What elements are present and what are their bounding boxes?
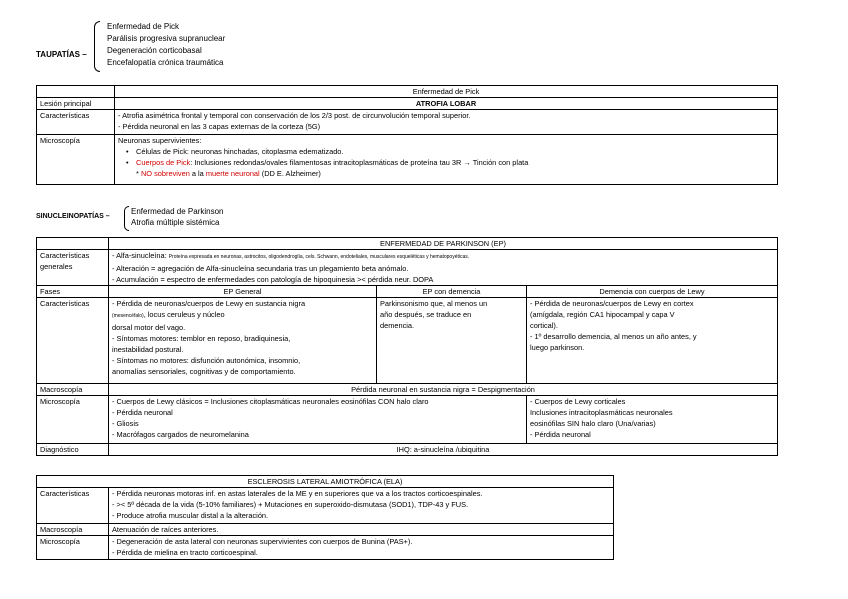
pick-caract-cell	[115, 110, 778, 135]
parkinson-car-lewy: - Pérdida de neuronas/cuerpos de Lewy en cortex (amígdala, región CA1 hipocampal y capa V cortical). - 1º desarrollo demencia, al menos un año antes, y luego parkinson.	[527, 298, 778, 384]
ela-table	[36, 475, 614, 560]
pick-caract-label: Características	[37, 110, 115, 135]
sinucleinopatias-brace	[124, 206, 129, 231]
taupatias-list	[107, 21, 225, 69]
parkinson-fases-label: Fases	[37, 286, 109, 298]
ela-macro-label: Macroscopía	[37, 524, 109, 536]
pick-table	[36, 85, 778, 185]
ela-macro-value: Atenuación de raíces anteriores.	[109, 524, 614, 536]
ela-car-cell: - Pérdida neuronas motoras inf. en astas laterales de la ME y en superiores que va a los tractos corticoespinales. - >< 5ª década de la vida (5-10% familiares) + Mutaciones en superoxido-dismutasa (SOD1), TDP-43 y FUS. - Produce atrofia muscular distal a la alteración.	[109, 488, 614, 524]
pick-micro-label: Microscopía	[37, 135, 115, 185]
pick-lesion-label: Lesión principal	[37, 98, 115, 110]
gen-line: - Alfa-sinucleína: Proteína expresada en neuronas, astrocitos, oligodendroglía, cels. Schwann, endoteliales, musculares esqueléticas y hematopoyéticas.	[112, 251, 470, 260]
parkinson-macro-value: Pérdida neuronal en sustancia nigra = Despigmentación	[109, 384, 778, 396]
pick-caract-line: - Atrofia asimétrica frontal y temporal con conservación de los 2/3 post. de circunvolución temporal superior.	[118, 111, 471, 120]
parkinson-car-general: - Pérdida de neuronas/cuerpos de Lewy en sustancia nigra (mesencéfalo), locus ceruleus y núcleo dorsal motor del vago. - Síntomas motores: temblor en reposo, bradiquinesia, inestabilidad postural. - Síntomas no motores: disfunción autonómica, insomnio, anomalías sensoriales, cognitivas y de comportamiento.	[109, 298, 377, 384]
parkinson-macro-label: Macroscopía	[37, 384, 109, 396]
fase-ep-general: EP General	[109, 286, 377, 298]
sinucleinopatias-label: SINUCLEINOPATÍAS –	[36, 213, 110, 220]
parkinson-micro-general: - Cuerpos de Lewy clásicos = Inclusiones citoplasmáticas neuronales eosinófilas CON halo claro - Pérdida neuronal - Gliosis - Macrófagos cargados de neuromelanina	[109, 396, 527, 444]
pick-caract-line: - Pérdida neuronal en las 3 capas externas de la corteza (5G)	[118, 122, 321, 131]
sinucleinopatia-item: Enfermedad de Parkinson	[131, 207, 224, 216]
taupatia-item: Encefalopatía crónica traumática	[107, 58, 224, 67]
sinucleinopatia-item: Atrofia múltiple sistémica	[131, 218, 220, 227]
parkinson-car-demencia: Parkinsonismo que, al menos un año después, se traduce en demencia.	[377, 298, 527, 384]
sinucleinopatias-list	[131, 206, 224, 228]
taupatia-item: Parálisis progresiva supranuclear	[107, 34, 226, 43]
parkinson-table	[36, 237, 778, 456]
taupatia-item: Enfermedad de Pick	[107, 22, 180, 31]
parkinson-gen-cell	[109, 250, 778, 286]
ela-car-label: Características	[37, 488, 109, 524]
pick-micro-bullet: • Células de Pick: neuronas hinchadas, citoplasma edematizado.	[126, 146, 774, 157]
ela-micro-cell: - Degeneración de asta lateral con neuronas supervivientes con cuerpos de Bunina (PAS+). - Pérdida de mielina en tracto corticoespinal.	[109, 536, 614, 560]
taupatia-item: Degeneración corticobasal	[107, 46, 202, 55]
parkinson-diag-value: IHQ: a-sinucleína /ubiquitina	[109, 444, 778, 456]
ela-micro-label: Microscopía	[37, 536, 109, 560]
pick-micro-note: * NO sobreviven a la muerte neuronal (DD E. Alzheimer)	[136, 169, 321, 178]
pick-micro-bullet: • Cuerpos de Pick: Inclusiones redondas/ovales filamentosas intracitoplasmáticas de proteína tau 3R → Tinción con plata	[126, 157, 774, 168]
pick-lesion-value: ATROFIA LOBAR	[115, 98, 778, 110]
taupatias-label: TAUPATÍAS –	[36, 50, 87, 59]
pick-micro-cell	[115, 135, 778, 185]
parkinson-gen-label: Características generales	[37, 250, 109, 286]
parkinson-title: ENFERMEDAD DE PARKINSON (EP)	[109, 238, 778, 250]
gen-line: - Alteración = agregación de Alfa-sinucleína secundaria tras un plegamiento beta anómalo.	[112, 264, 409, 273]
cuerpos-de-pick-term: Cuerpos de Pick	[136, 158, 191, 167]
parkinson-car-label: Características	[37, 298, 109, 384]
pick-title: Enfermedad de Pick	[115, 86, 778, 98]
parkinson-diag-label: Diagnóstico	[37, 444, 109, 456]
pick-micro-intro: Neuronas supervivientes:	[118, 136, 202, 145]
parkinson-micro-lewy: - Cuerpos de Lewy corticales Inclusiones intracitoplasmáticas neuronales eosinófilas SIN halo claro (Una/varias) - Pérdida neuronal	[527, 396, 778, 444]
ela-title: ESCLEROSIS LATERAL AMIOTRÓFICA (ELA)	[37, 476, 614, 488]
parkinson-micro-label: Microscopía	[37, 396, 109, 444]
taupatias-brace	[94, 21, 100, 72]
fase-lewy: Demencia con cuerpos de Lewy	[527, 286, 778, 298]
fase-ep-demencia: EP con demencia	[377, 286, 527, 298]
gen-line: - Acumulación = espectro de enfermedades con patología de hipoquinesia >< pérdida neur. DOPA	[112, 275, 434, 284]
